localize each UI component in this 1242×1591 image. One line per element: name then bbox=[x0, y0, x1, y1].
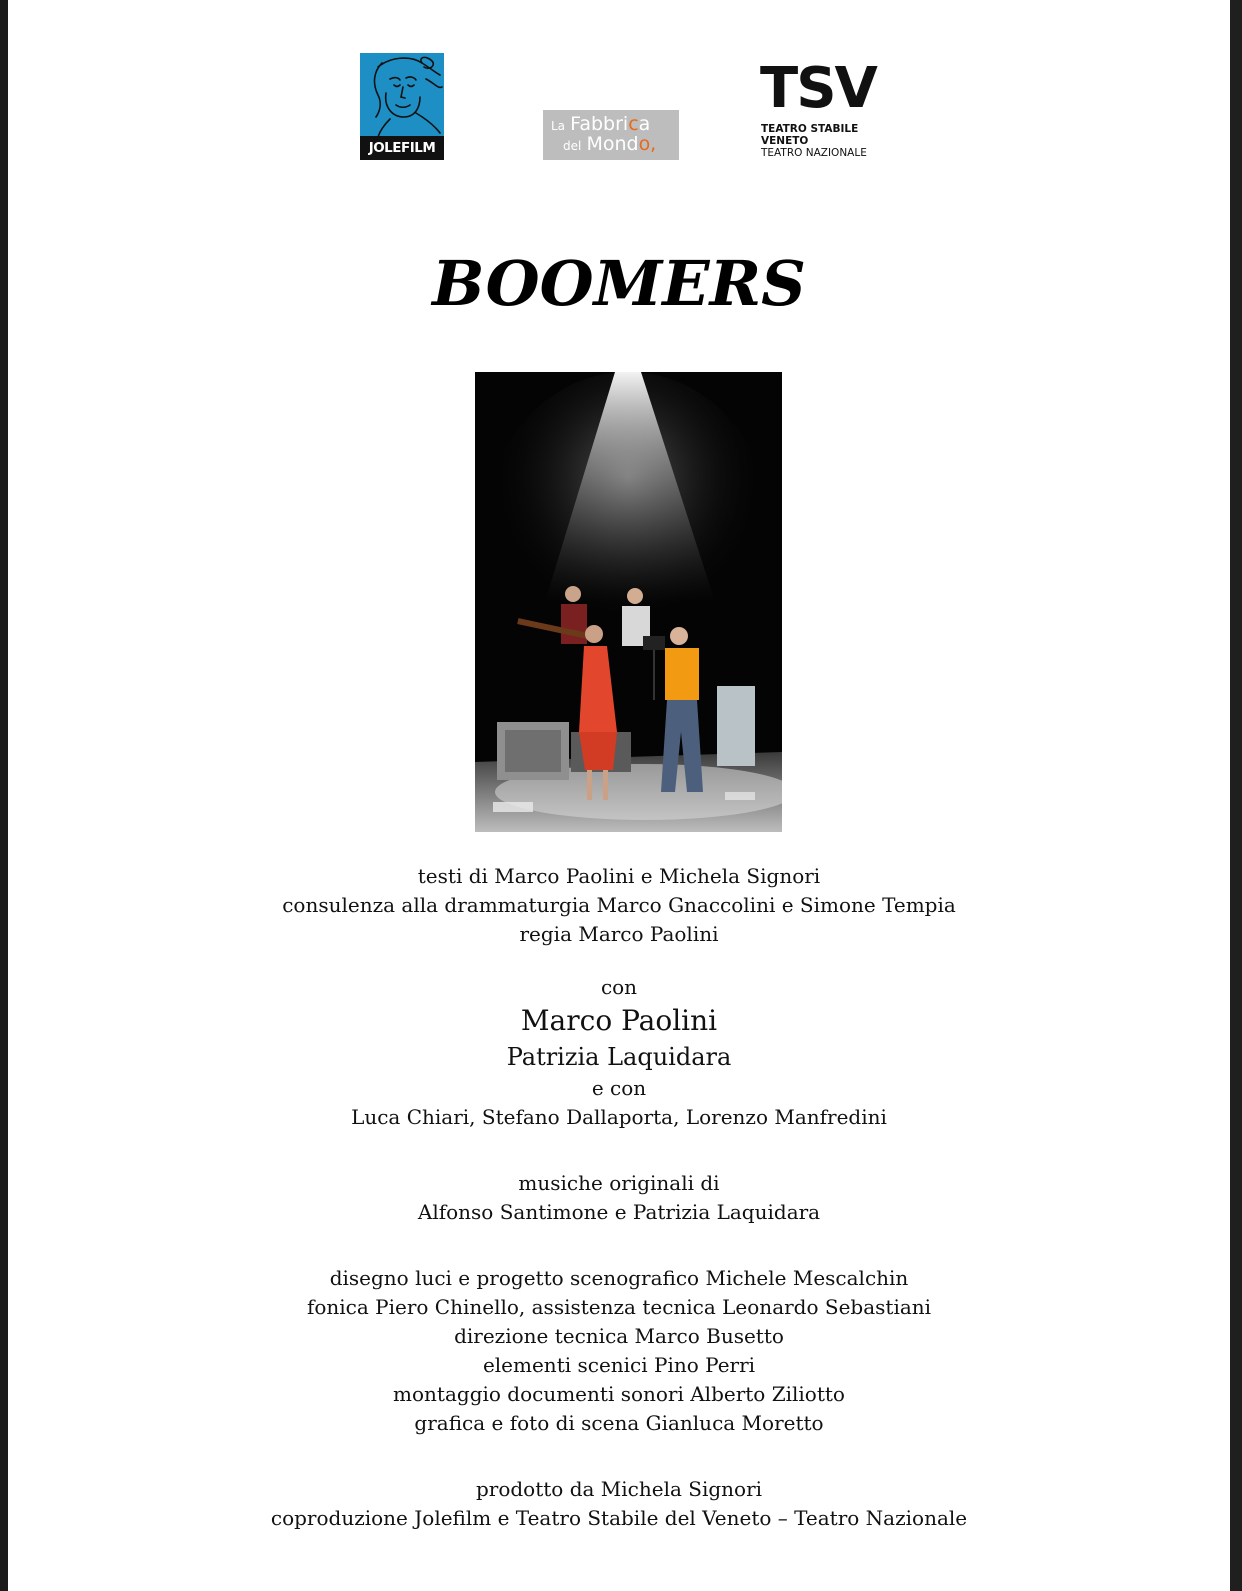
tsv-acronym: TSV bbox=[760, 56, 876, 121]
fabbrica-del-mondo-logo bbox=[543, 110, 679, 160]
jolefilm-logo bbox=[360, 53, 444, 160]
stage-photo bbox=[475, 372, 782, 832]
show-title: BOOMERS bbox=[432, 247, 806, 320]
tsv-line-1: TEATRO STABILE bbox=[761, 123, 859, 135]
credit-coproduction: coproduzione Jolefilm e Teatro Stabile del Veneto – Teatro Nazionale bbox=[270, 1506, 968, 1530]
credit-tech-lights: disegno luci e progetto scenografico Michele Mescalchin bbox=[329, 1266, 909, 1290]
credit-direction: regia Marco Paolini bbox=[519, 922, 719, 946]
jolefilm-face-drawing bbox=[360, 53, 444, 137]
credit-tech-editing: montaggio documenti sonori Alberto Ziliotto bbox=[393, 1382, 845, 1406]
credit-dramaturgy: consulenza alla drammaturgia Marco Gnaccolini e Simone Tempia bbox=[282, 893, 956, 917]
credit-producer: prodotto da Michela Signori bbox=[475, 1477, 763, 1501]
document-page bbox=[8, 0, 1230, 1591]
credit-cast: Luca Chiari, Stefano Dallaporta, Lorenzo Manfredini bbox=[351, 1105, 887, 1129]
credit-music: Alfonso Santimone e Patrizia Laquidara bbox=[417, 1200, 821, 1224]
credit-e-con: e con bbox=[591, 1076, 647, 1100]
credit-tech-sound: fonica Piero Chinello, assistenza tecnica Leonardo Sebastiani bbox=[306, 1295, 932, 1319]
tsv-logo bbox=[760, 57, 900, 167]
fabbrica-line-1: La Fabbrica bbox=[551, 113, 651, 135]
credit-tech-direction: direzione tecnica Marco Busetto bbox=[454, 1324, 784, 1348]
credit-lead-actress: Patrizia Laquidara bbox=[506, 1043, 732, 1071]
fabbrica-line-2: del Mondo, bbox=[563, 133, 657, 155]
credit-tech-graphics: grafica e foto di scena Gianluca Moretto bbox=[414, 1411, 824, 1435]
credits-block bbox=[8, 862, 1230, 1533]
credit-lead-actor: Marco Paolini bbox=[520, 1004, 718, 1037]
credit-music-label: musiche originali di bbox=[518, 1171, 720, 1195]
window-edge bbox=[1230, 0, 1242, 1591]
credit-authors: testi di Marco Paolini e Michela Signori bbox=[417, 864, 821, 888]
jolefilm-label: JOLEFILM bbox=[360, 136, 444, 160]
credit-tech-scenery: elementi scenici Pino Perri bbox=[482, 1353, 756, 1377]
tsv-line-2: VENETO bbox=[761, 135, 809, 147]
stage-scene-illustration bbox=[475, 372, 782, 832]
logo-row bbox=[8, 0, 1230, 200]
tsv-line-3: TEATRO NAZIONALE bbox=[761, 147, 867, 159]
credit-con: con bbox=[600, 975, 638, 999]
